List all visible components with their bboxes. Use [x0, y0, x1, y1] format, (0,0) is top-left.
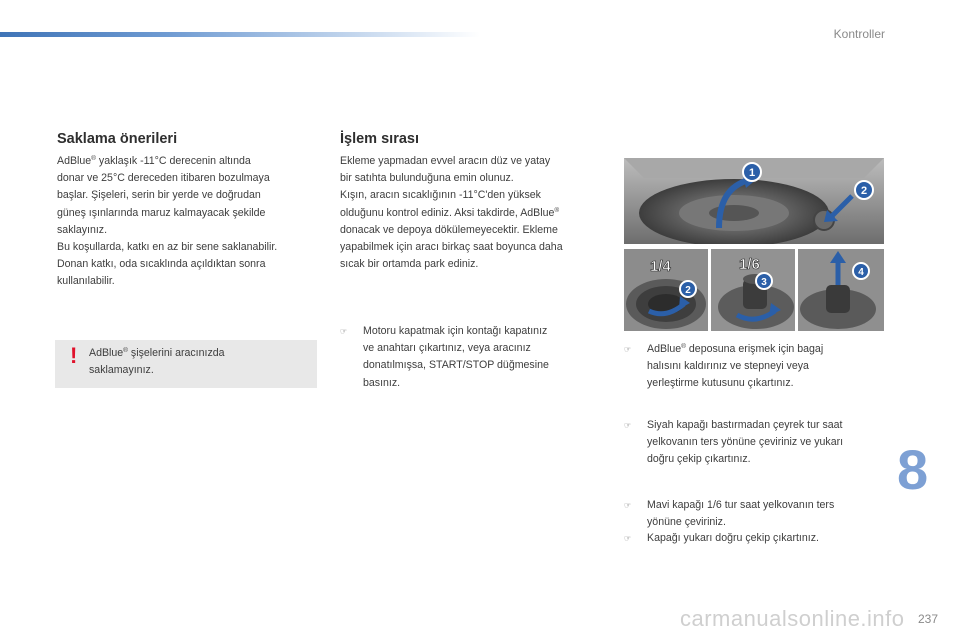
procedure-title: İşlem sırası: [340, 131, 419, 147]
procedure-line-4: olduğunu kontrol ediniz. Aksi takdirde, AdBlue®: [340, 206, 560, 219]
procedure-line-5: donacak ve depoya dökülemeyecektir. Ekleme: [340, 223, 558, 236]
storage-line-5: saklayınız.: [57, 223, 108, 236]
procedure-line-7: sıcak bir ortamda park ediniz.: [340, 258, 479, 271]
bullet-black-cap: ☞ Siyah kapağı bastırmadan çeyrek tur saat yelkovanın ters yönüne çeviriniz ve yukarı doğru çekip çıkartınız.: [624, 419, 844, 466]
warning-box: [55, 340, 317, 388]
pointing-hand-icon: ☞: [624, 534, 632, 543]
chapter-number: 8: [897, 438, 929, 501]
pointing-hand-icon: ☞: [624, 501, 632, 510]
quarter-turn-label: 1/4: [650, 258, 671, 275]
section-header: Kontroller: [833, 27, 885, 41]
step-2-badge: 2: [685, 285, 691, 296]
exclamation-icon: !: [70, 343, 78, 368]
procedure-paragraph: [340, 153, 563, 273]
step-3-badge: 3: [761, 277, 767, 288]
bullet-pull-cap: ☞ Kapağı yukarı doğru çekip çıkartınız.: [624, 530, 894, 548]
step-1-badge: 1: [748, 167, 756, 179]
pointing-hand-icon: ☞: [624, 421, 632, 430]
photo-quarter-turn-cap: [624, 249, 708, 331]
procedure-line-6: yapabilmek için aracı birkaç saat boyunca daha: [340, 241, 563, 254]
sixth-turn-label: 1/6: [739, 256, 760, 273]
storage-line-1: AdBlue® yaklaşık -11°C derecenin altında: [57, 155, 251, 167]
top-accent-bar: [0, 32, 480, 37]
bullet-access-tank: ☞ AdBlue® deposuna erişmek için bagaj halısını kaldırınız ve stepneyi veya yerleştirme kutusunu çıkartınız.: [624, 343, 824, 390]
photo-sixth-turn-cap: [711, 249, 795, 331]
storage-line-3: başlar. Şişeleri, serin bir yerde ve doğrudan: [57, 189, 261, 202]
procedure-line-2: bir satıhta bulunduğuna emin olunuz.: [340, 172, 514, 185]
storage-line-6: Bu koşullarda, katkı en az bir sene saklanabilir.: [57, 241, 278, 254]
storage-title: Saklama önerileri: [57, 131, 178, 147]
storage-paragraph: [57, 153, 277, 291]
bullet-blue-cap: ☞ Mavi kapağı 1/6 tur saat yelkovanın ters yönüne çeviriniz.: [624, 499, 835, 529]
procedure-line-1: Ekleme yapmadan evvel aracın düz ve yatay: [340, 155, 551, 167]
storage-line-7: Donan katkı, oda sıcaklında açıldıktan sonra: [57, 258, 266, 271]
step-2-badge-top: 2: [860, 185, 868, 197]
storage-line-2: donar ve 25°C dereceden itibaren bozulmaya: [57, 172, 270, 185]
storage-line-8: kullanılabilir.: [57, 275, 115, 288]
step-4-badge: 4: [858, 267, 864, 278]
photo-pull-cap: [798, 249, 884, 331]
photo-trunk-spare-wheel: [624, 158, 884, 244]
pointing-hand-icon: ☞: [340, 327, 348, 336]
bullet-engine-off: ☞ Motoru kapatmak için kontağı kapatınız ve anahtarı çıkartınız, veya aracınız donatılmışsa, START/STOP düğmesine basınız.: [340, 325, 549, 389]
watermark: carmanualsonline.info: [680, 606, 905, 631]
pointing-hand-icon: ☞: [624, 345, 632, 354]
warning-text: AdBlue® şişelerini aracınızda saklamayınız.: [89, 347, 225, 377]
storage-line-4: güneş ışınlarında maruz kalmayacak şekilde: [57, 206, 266, 219]
page-number: 237: [917, 612, 938, 626]
procedure-line-3: Kışın, aracın sıcaklığının -11°C'den yüksek: [340, 189, 541, 202]
